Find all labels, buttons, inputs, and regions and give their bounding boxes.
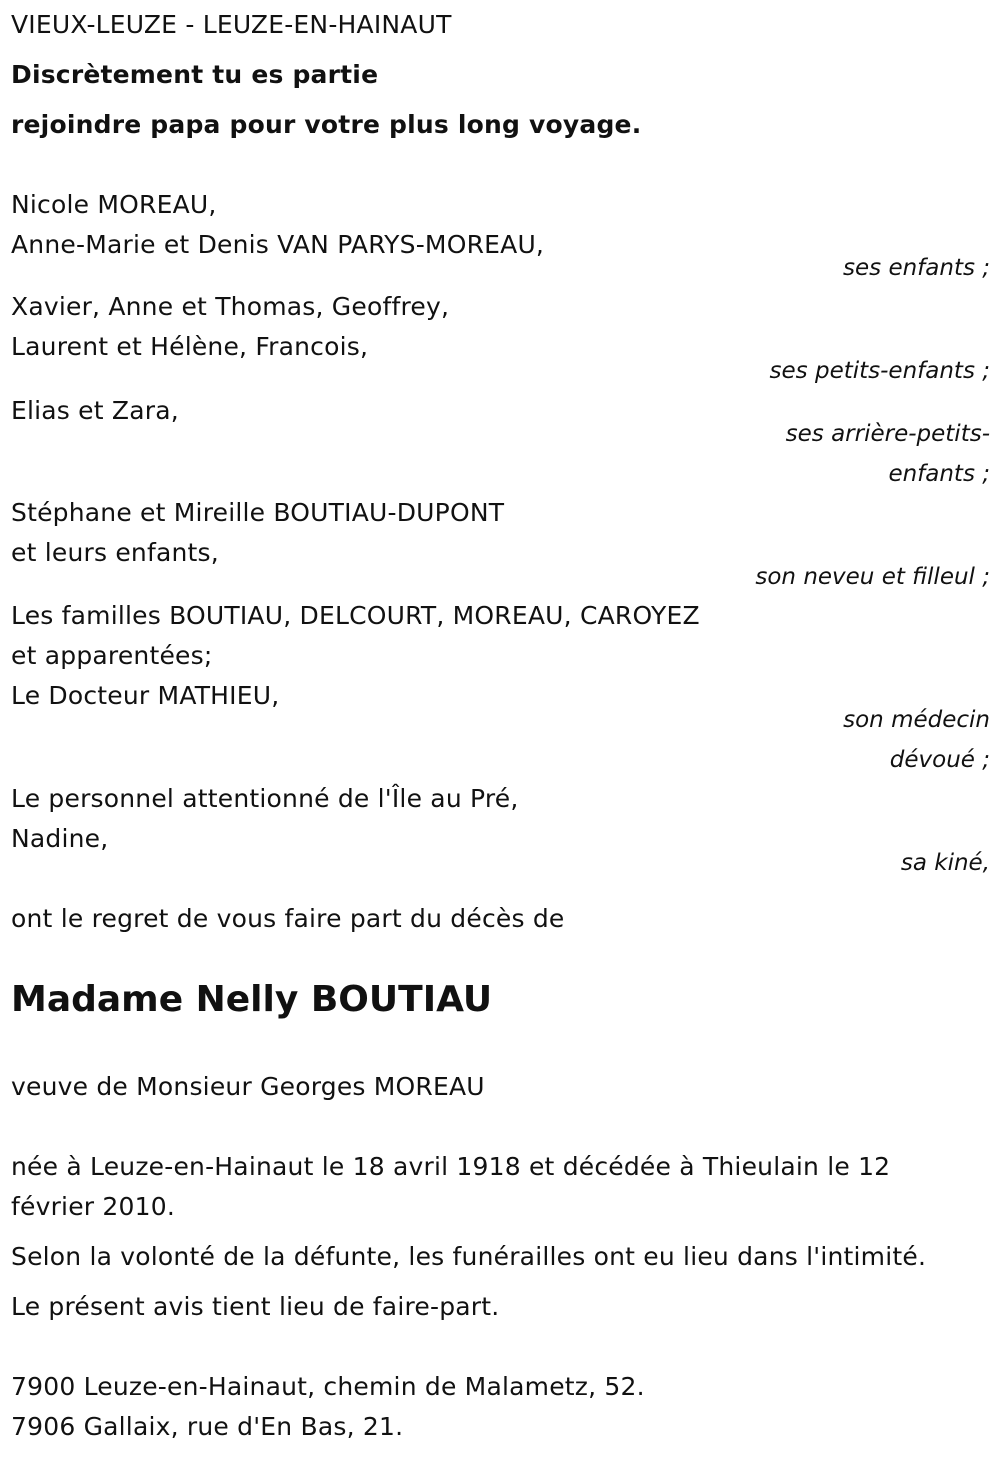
notice-info: Le présent avis tient lieu de faire-part. bbox=[11, 1292, 500, 1321]
nephew-line-1: Stéphane et Mireille BOUTIAU-DUPONT bbox=[11, 498, 505, 527]
children-role: ses enfants ; bbox=[843, 255, 990, 281]
grandchildren-line-1: Xavier, Anne et Thomas, Geoffrey, bbox=[11, 292, 450, 321]
doctor-line-1: Le Docteur MATHIEU, bbox=[11, 681, 280, 710]
greatgrandchildren-role-line-1: ses arrière-petits- bbox=[785, 421, 990, 447]
deceased-name: Madame Nelly BOUTIAU bbox=[11, 979, 493, 1020]
verse-line-2: rejoindre papa pour votre plus long voyage. bbox=[11, 110, 642, 139]
grandchildren-line-2: Laurent et Hélène, Francois, bbox=[11, 332, 369, 361]
location-header: VIEUX-LEUZE - LEUZE-EN-HAINAUT bbox=[11, 10, 452, 39]
families-line-1: Les familles BOUTIAU, DELCOURT, MOREAU, CAROYEZ bbox=[11, 601, 700, 630]
address-1: 7900 Leuze-en-Hainaut, chemin de Malametz, 52. bbox=[11, 1372, 645, 1401]
children-line-2: Anne-Marie et Denis VAN PARYS-MOREAU, bbox=[11, 230, 545, 259]
widow-of: veuve de Monsieur Georges MOREAU bbox=[11, 1072, 485, 1101]
grandchildren-role: ses petits-enfants ; bbox=[769, 358, 990, 384]
birth-death-line-1: née à Leuze-en-Hainaut le 18 avril 1918 et décédée à Thieulain le 12 bbox=[11, 1152, 891, 1181]
doctor-role-line-1: son médecin bbox=[843, 707, 990, 733]
staff-line-2: Nadine, bbox=[11, 824, 109, 853]
announcement-intro: ont le regret de vous faire part du décès de bbox=[11, 904, 565, 933]
nephew-line-2: et leurs enfants, bbox=[11, 538, 219, 567]
address-2: 7906 Gallaix, rue d'En Bas, 21. bbox=[11, 1412, 404, 1441]
doctor-role-line-2: dévoué ; bbox=[889, 747, 990, 773]
families-line-2: et apparentées; bbox=[11, 641, 213, 670]
funeral-info: Selon la volonté de la défunte, les funérailles ont eu lieu dans l'intimité. bbox=[11, 1242, 927, 1271]
children-line-1: Nicole MOREAU, bbox=[11, 190, 217, 219]
greatgrandchildren-line-1: Elias et Zara, bbox=[11, 396, 179, 425]
staff-line-1: Le personnel attentionné de l'Île au Pré, bbox=[11, 784, 519, 813]
staff-role: sa kiné, bbox=[900, 850, 990, 876]
greatgrandchildren-role-line-2: enfants ; bbox=[888, 461, 990, 487]
nephew-role: son neveu et filleul ; bbox=[755, 564, 990, 590]
verse-line-1: Discrètement tu es partie bbox=[11, 60, 379, 89]
birth-death-line-2: février 2010. bbox=[11, 1192, 175, 1221]
